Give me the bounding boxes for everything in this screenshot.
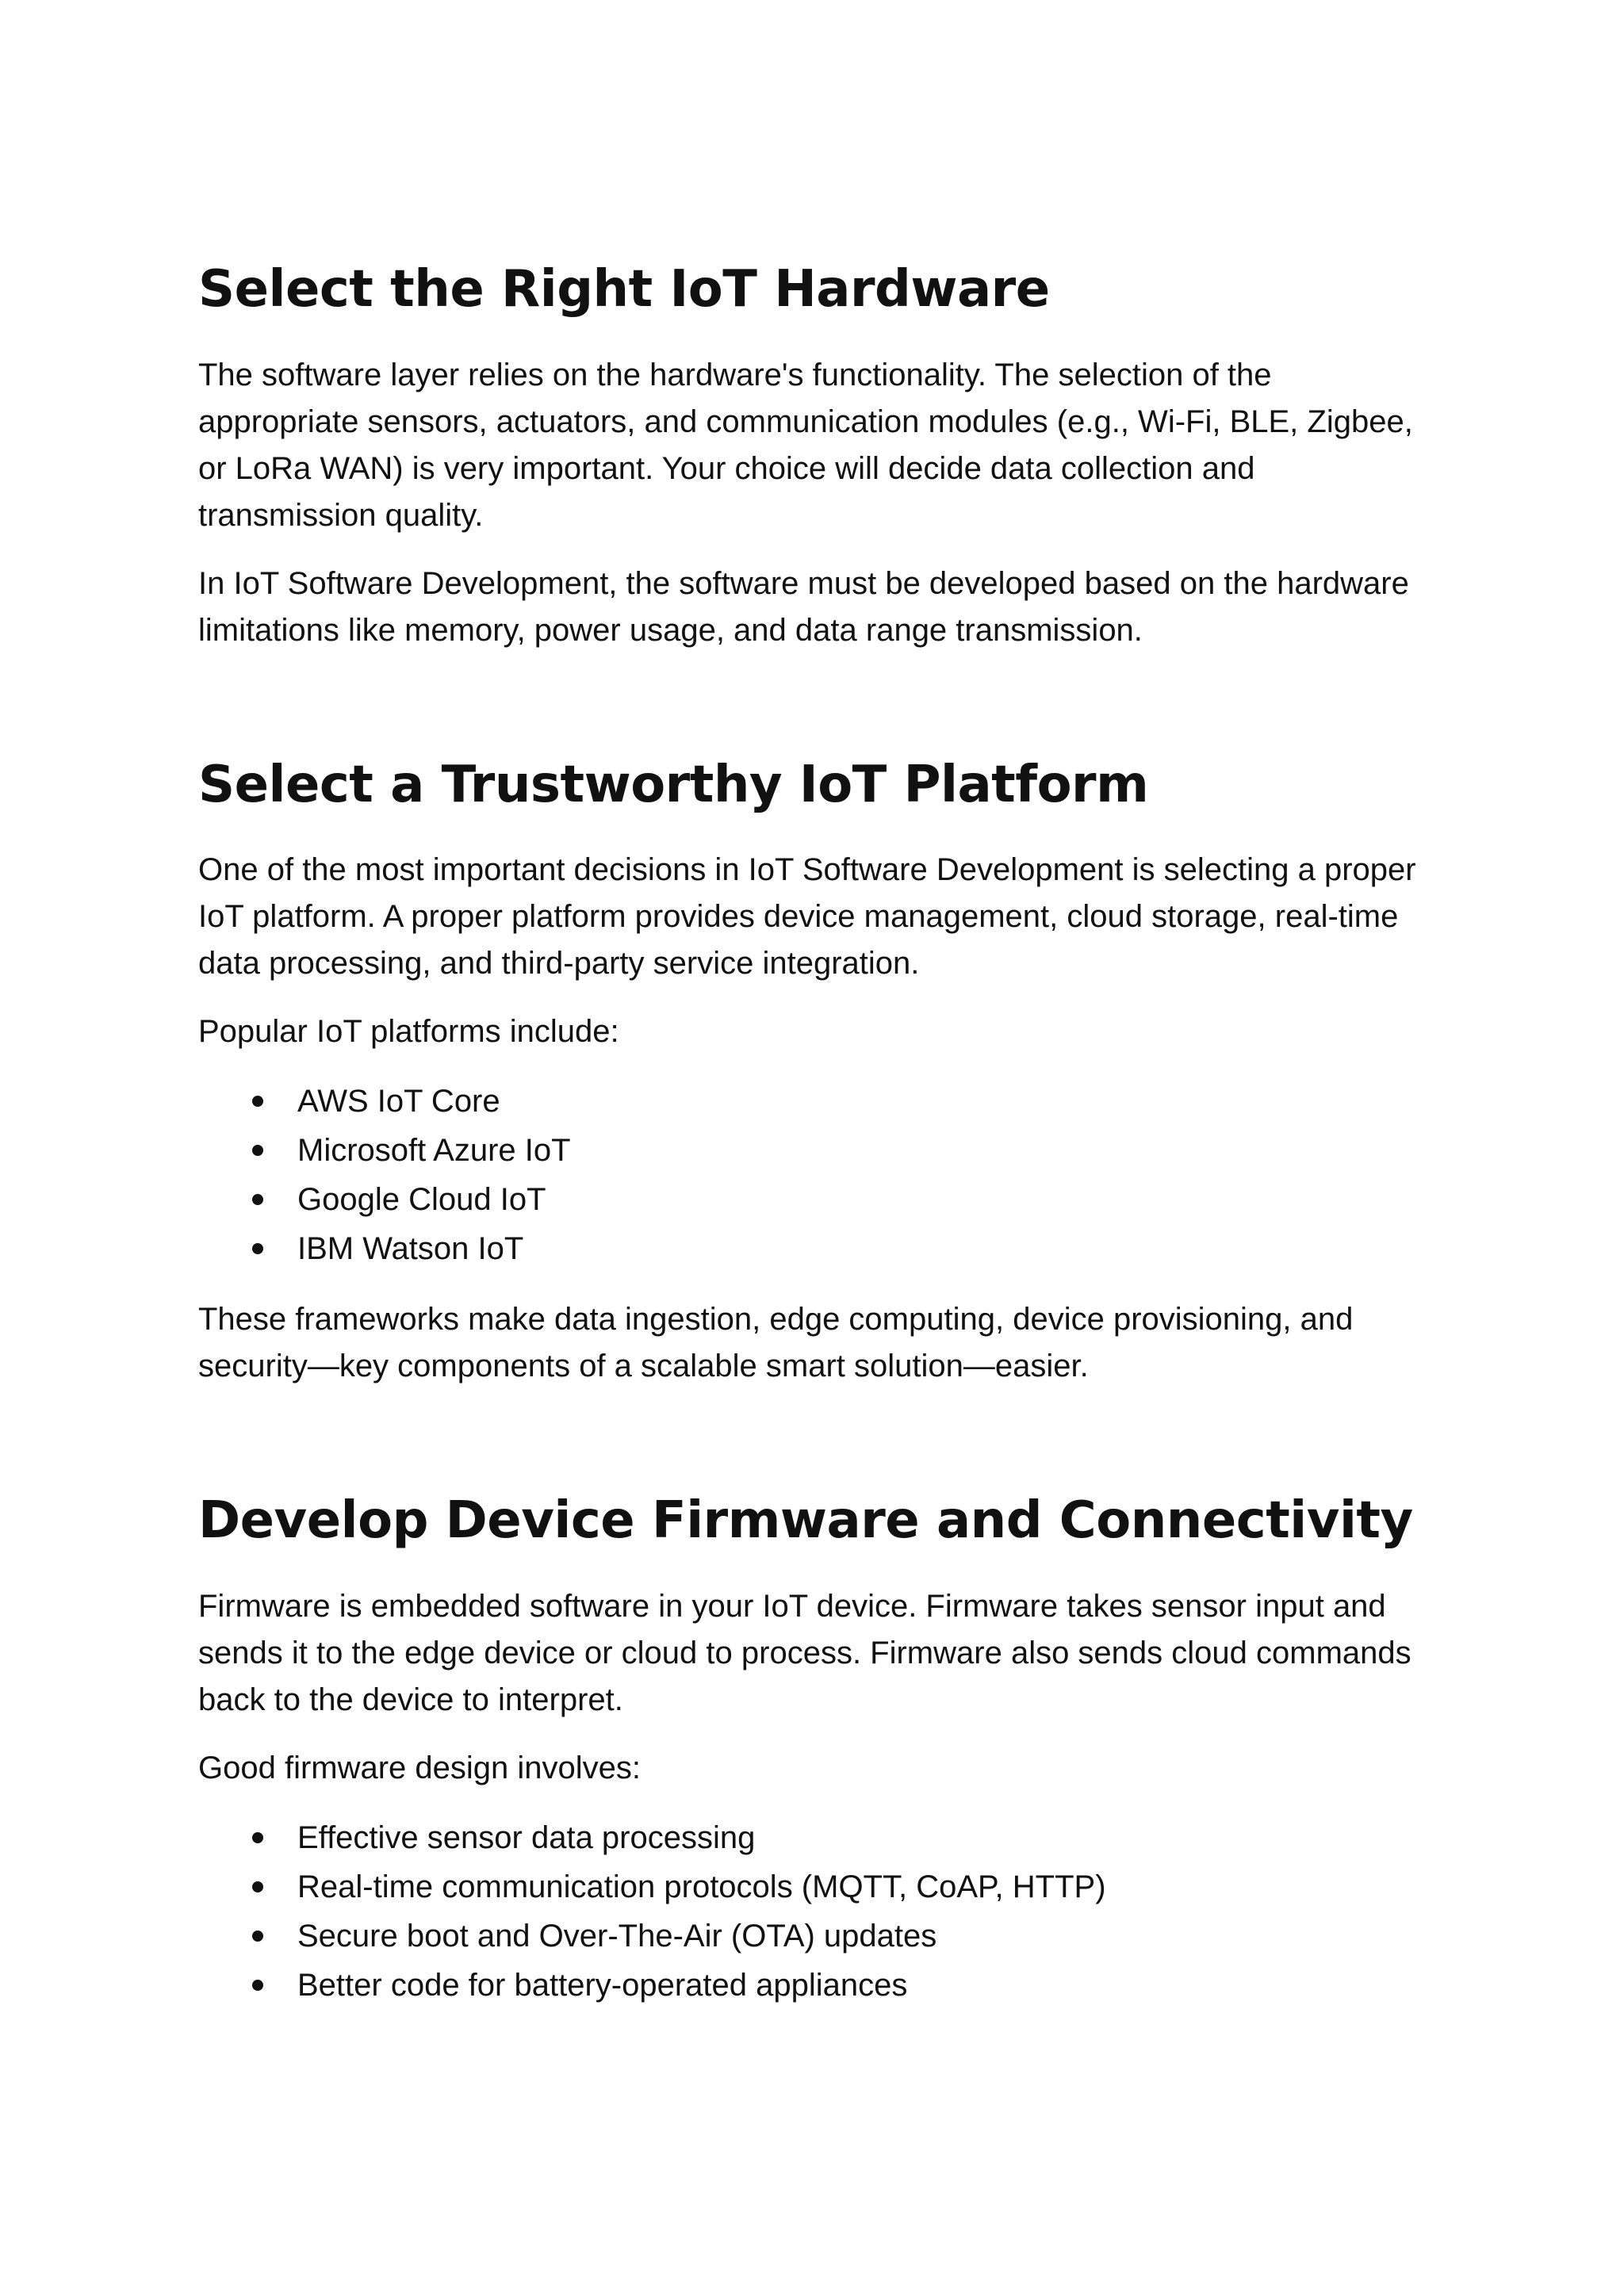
- list-item: [198, 1911, 1435, 1961]
- paragraph: Popular IoT platforms include:: [198, 1014, 619, 1050]
- bullet-icon: [252, 1145, 263, 1156]
- list-item: [198, 1813, 1435, 1862]
- bullet-icon: [252, 1096, 263, 1107]
- paragraph: One of the most important decisions in IoT Software Development is selecting a proper IoT platform. A proper platform provides device management, cloud storage, real-time data processing, and third-party service integration.: [198, 852, 1416, 982]
- bullet-icon: [252, 1980, 263, 1991]
- section-device-firmware: [198, 1493, 1435, 2010]
- list-item-text: Secure boot and Over-The-Air (OTA) updates: [297, 1919, 937, 1954]
- bullet-icon: [252, 1931, 263, 1942]
- section-iot-platform: [198, 757, 1435, 1391]
- bullet-icon: [252, 1832, 263, 1843]
- document-page: [198, 262, 1435, 2113]
- section-heading: Select the Right IoT Hardware: [198, 260, 1050, 319]
- paragraph: Good firmware design involves:: [198, 1751, 642, 1786]
- paragraph: The software layer relies on the hardware's functionality. The selection of the appropriate sensors, actuators, and communication modules (e.g., Wi-Fi, BLE, Zigbee, or LoRa WAN) is very important. Your choice will decide data collection and transmission quality.: [198, 357, 1413, 533]
- firmware-list: [198, 1813, 1435, 2010]
- bullet-icon: [252, 1194, 263, 1205]
- bullet-icon: [252, 1243, 263, 1254]
- list-item-text: Better code for battery-operated appliances: [297, 1968, 908, 2003]
- list-item-text: Real-time communication protocols (MQTT, CoAP, HTTP): [297, 1869, 1106, 1905]
- section-iot-hardware: [198, 262, 1435, 654]
- list-item: [198, 1862, 1435, 1911]
- section-heading: Select a Trustworthy IoT Platform: [198, 755, 1149, 814]
- list-item: [198, 1077, 1435, 1126]
- list-item: [198, 1224, 1435, 1273]
- list-item-text: IBM Watson IoT: [297, 1231, 524, 1267]
- list-item-text: Effective sensor data processing: [297, 1820, 756, 1856]
- platform-list: [198, 1077, 1435, 1273]
- list-item: [198, 1126, 1435, 1175]
- list-item: [198, 1175, 1435, 1224]
- bullet-icon: [252, 1881, 263, 1892]
- list-item-text: Google Cloud IoT: [297, 1182, 546, 1218]
- section-heading: Develop Device Firmware and Connectivity: [198, 1491, 1413, 1551]
- list-item: [198, 1961, 1435, 2010]
- paragraph: Firmware is embedded software in your IoT device. Firmware takes sensor input and sends it to the edge device or cloud to process. Firmware also sends cloud commands back to the device to interpret.: [198, 1589, 1411, 1718]
- list-item-text: AWS IoT Core: [297, 1084, 500, 1119]
- paragraph: In IoT Software Development, the software must be developed based on the hardware limitations like memory, power usage, and data range transmission.: [198, 565, 1409, 648]
- paragraph: These frameworks make data ingestion, edge computing, device provisioning, and security—key components of a scalable smart solution—easier.: [198, 1302, 1354, 1384]
- list-item-text: Microsoft Azure IoT: [297, 1133, 571, 1169]
